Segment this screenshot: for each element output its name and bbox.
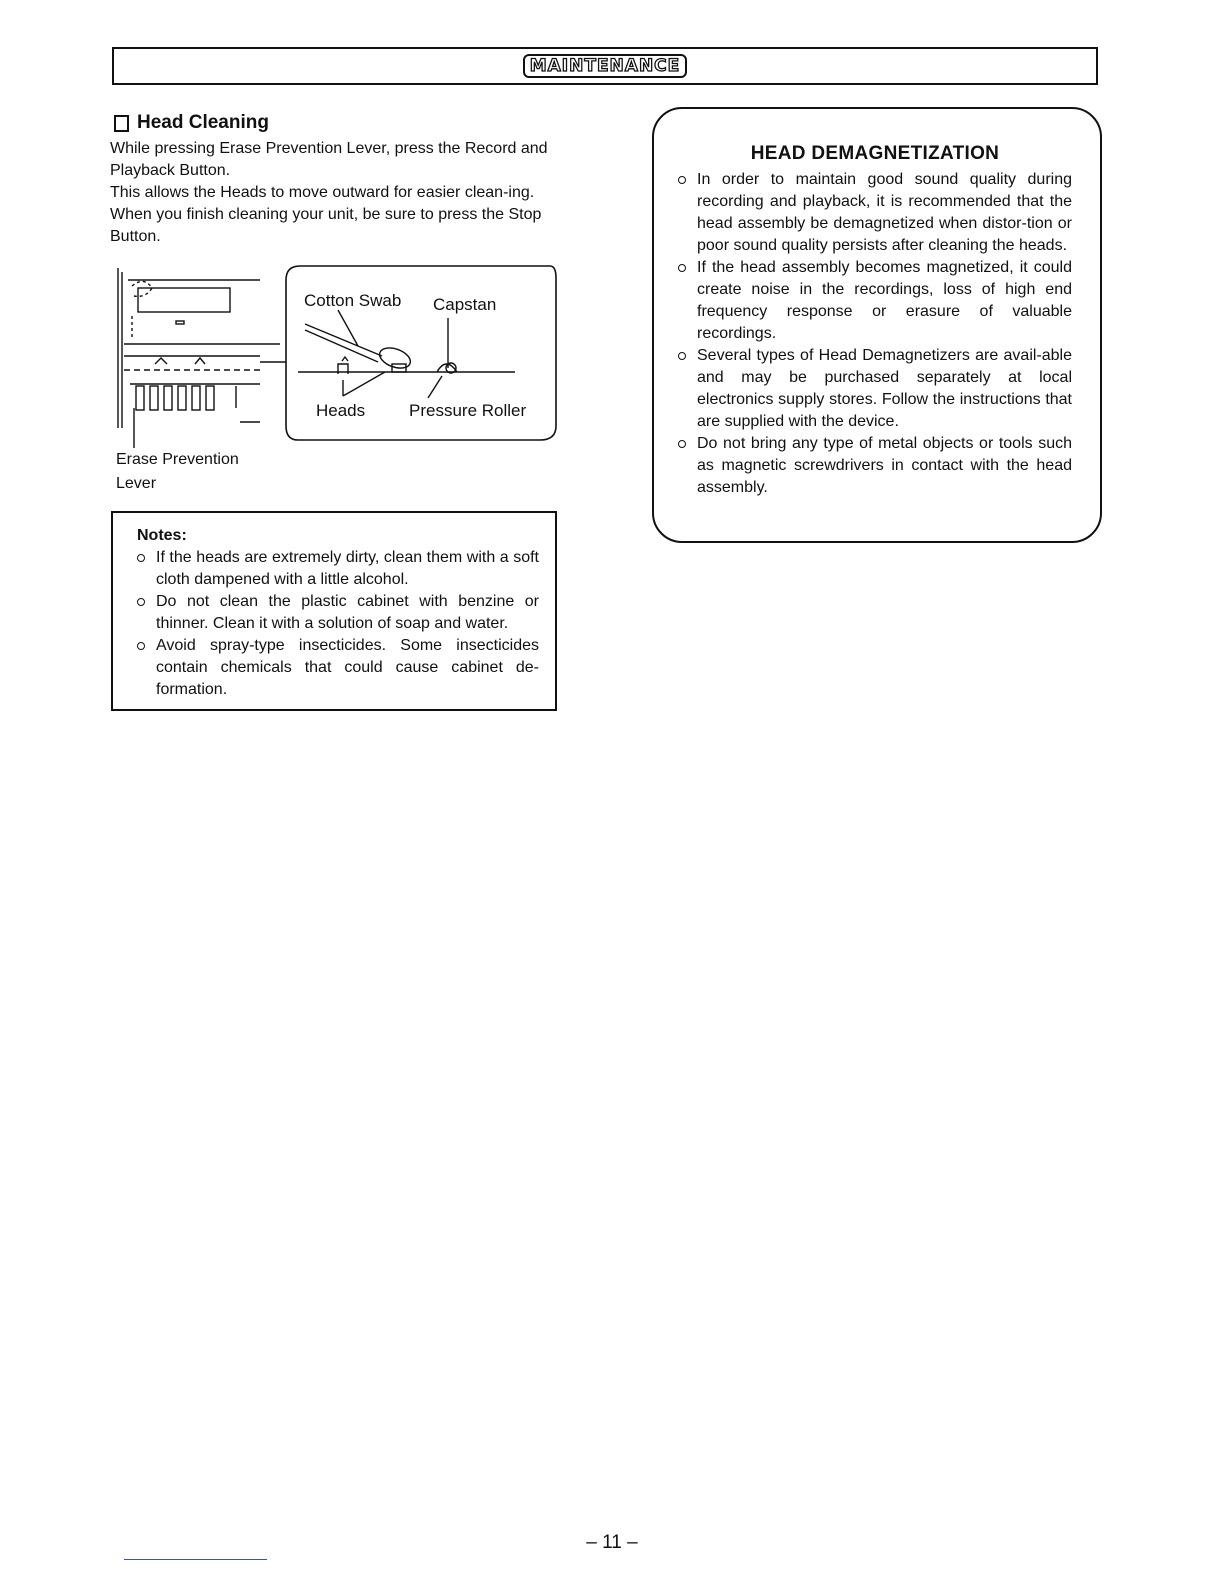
head-cleaning-heading — [114, 112, 269, 134]
label-cotton-swab: Cotton Swab — [304, 291, 402, 310]
notes-item-text: Avoid spray-type insecticides. Some insecticides contain chemicals that could cause cabinet de-formation. — [156, 637, 539, 698]
notes-list — [137, 547, 539, 701]
demagnetization-box — [652, 107, 1102, 543]
head-cleaning-diagram — [110, 258, 560, 448]
demagnetization-item-text: If the head assembly becomes magnetized, it could create noise in the recordings, loss of high end frequency response or erasure of valuable recordings. — [697, 259, 1072, 342]
notes-title: Notes: — [137, 527, 187, 544]
circle-bullet-icon — [678, 264, 686, 272]
demagnetization-item — [678, 345, 1072, 433]
circle-bullet-icon — [137, 642, 145, 650]
notes-item-text: Do not clean the plastic cabinet with benzine or thinner. Clean it with a solution of soap and water. — [156, 593, 539, 632]
square-bullet-icon — [114, 115, 129, 132]
circle-bullet-icon — [678, 176, 686, 184]
demagnetization-item-text: In order to maintain good sound quality during recording and playback, it is recommended that the head assembly be demagnetized when distor-tion or poor sound quality persists after cleaning the heads. — [697, 171, 1072, 254]
label-heads: Heads — [316, 401, 366, 420]
demagnetization-item — [678, 257, 1072, 345]
notes-item-text: If the heads are extremely dirty, clean them with a soft cloth dampened with a little alcohol. — [156, 549, 539, 588]
footer-rule — [124, 1559, 267, 1560]
circle-bullet-icon — [678, 440, 686, 448]
head-cleaning-intro — [110, 138, 556, 248]
diagram-caption — [116, 448, 239, 496]
intro-paragraph-1: While pressing Erase Prevention Lever, press the Record and Playback Button. — [110, 140, 548, 179]
page-number: – 11 – — [586, 1532, 638, 1553]
circle-bullet-icon — [137, 554, 145, 562]
demagnetization-item-text: Do not bring any type of metal objects or tools such as magnetic screwdrivers in contact with the head assembly. — [697, 435, 1072, 496]
caption-line-2: Lever — [116, 475, 157, 492]
circle-bullet-icon — [137, 598, 145, 606]
head-cleaning-title: Head Cleaning — [137, 112, 269, 133]
demagnetization-item — [678, 433, 1072, 499]
demagnetization-title: HEAD DEMAGNETIZATION — [750, 143, 1000, 164]
tape-path-illustration — [298, 310, 515, 398]
circle-bullet-icon — [678, 352, 686, 360]
header-box — [112, 47, 1098, 85]
label-capstan: Capstan — [433, 295, 497, 314]
demagnetization-item-text: Several types of Head Demagnetizers are avail-able and may be purchased separately at local electronics supply stores. Follow the instructions that are supplied with the device. — [697, 347, 1072, 430]
demagnetization-list — [678, 169, 1072, 499]
page-title: MAINTENANCE — [523, 54, 688, 78]
intro-paragraph-2: This allows the Heads to move outward for easier clean-ing. When you finish cleaning your unit, be sure to press the Stop Button. — [110, 184, 542, 245]
notes-item — [137, 547, 539, 591]
label-pressure-roller: Pressure Roller — [409, 401, 527, 420]
notes-box — [111, 511, 557, 711]
notes-item — [137, 591, 539, 635]
notes-item — [137, 635, 539, 701]
demagnetization-item — [678, 169, 1072, 257]
cassette-unit-illustration — [118, 268, 286, 448]
caption-line-1: Erase Prevention — [116, 451, 239, 468]
